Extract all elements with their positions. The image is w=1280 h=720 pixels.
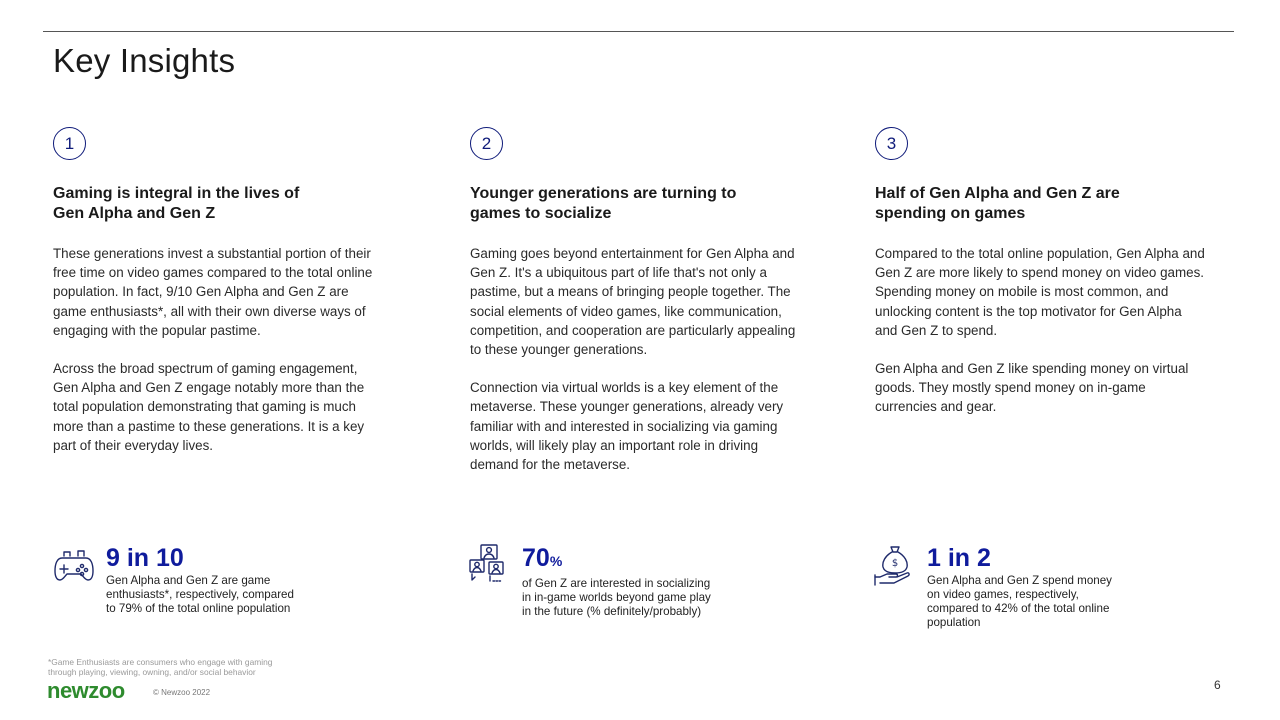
newzoo-logo: newzoo bbox=[47, 678, 125, 703]
stat-description: Gen Alpha and Gen Z spend money on video games, respectively, compared to 42% of the total online population bbox=[927, 574, 1112, 629]
stat-block-2 bbox=[468, 543, 711, 619]
insight-paragraph: Gen Alpha and Gen Z like spending money on virtual goods. They mostly spend money on in-game currencies and gear. bbox=[875, 361, 1189, 415]
game-controller-icon bbox=[52, 544, 96, 588]
insight-paragraph: Compared to the total online population, Gen Alpha and Gen Z are more likely to spend money on video games. Spending money on mobile is most common, and unlocking content is the top motivator for Gen Alpha and Gen Z to spend. bbox=[875, 246, 1205, 338]
top-divider bbox=[43, 31, 1234, 32]
insight-heading: Gaming is integral in the lives of Gen Alpha and Gen Z bbox=[53, 185, 300, 222]
stat-number: 70 bbox=[522, 544, 550, 572]
page-number: 6 bbox=[1214, 678, 1221, 692]
stat-block-3 bbox=[873, 543, 1112, 630]
footnote: *Game Enthusiasts are consumers who engage with gaming through playing, viewing, owning, and/or social behavior bbox=[48, 657, 273, 677]
stat-unit: % bbox=[549, 553, 563, 569]
insight-column-2 bbox=[470, 127, 800, 474]
money-bag-hand-icon bbox=[873, 544, 917, 588]
stat-description: of Gen Z are interested in socializing in in-game worlds beyond game play in the future (% definitely/probably) bbox=[522, 577, 711, 618]
insight-paragraph: Across the broad spectrum of gaming engagement, Gen Alpha and Gen Z engage notably more than the total population demonstrating that gaming is much more than a pastime to these generations. It is a key part of their everyday lives. bbox=[53, 361, 365, 453]
stat-value: 9 in 10 bbox=[106, 544, 184, 572]
insight-paragraph: Gaming goes beyond entertainment for Gen Alpha and Gen Z. It's a ubiquitous part of life that's not only a pastime, but a means of bringing people together. The social elements of video games, like communication, competition, and cooperation are particularly appealing to these younger generations. bbox=[470, 246, 796, 358]
insight-number-badge: 3 bbox=[875, 127, 908, 160]
page-title: Key Insights bbox=[53, 42, 236, 79]
insight-paragraph: These generations invest a substantial portion of their free time on video games compared to the total online population. In fact, 9/10 Gen Alpha and Gen Z are game enthusiasts*, all with their own diverse ways of engaging with the popular pastime. bbox=[53, 246, 373, 338]
insight-column-1 bbox=[53, 127, 383, 455]
social-people-icon bbox=[468, 544, 512, 588]
insight-heading: Younger generations are turning to games to socialize bbox=[470, 185, 737, 222]
insight-number-badge: 1 bbox=[53, 127, 86, 160]
stat-value: 1 in 2 bbox=[927, 544, 991, 572]
insight-paragraph: Connection via virtual worlds is a key element of the metaverse. These younger generations, already very familiar with and interested in socializing via gaming worlds, will likely play an important role in driving demand for the metaverse. bbox=[470, 380, 784, 473]
insight-heading: Half of Gen Alpha and Gen Z are spending on games bbox=[875, 185, 1120, 222]
copyright: © Newzoo 2022 bbox=[153, 688, 211, 697]
stat-description: Gen Alpha and Gen Z are game enthusiasts*, respectively, compared to 79% of the total online population bbox=[106, 574, 294, 615]
insight-column-3 bbox=[875, 127, 1205, 417]
stat-block-1 bbox=[52, 543, 294, 616]
insight-number-badge: 2 bbox=[470, 127, 503, 160]
stat-value bbox=[522, 543, 711, 576]
svg-text:$: $ bbox=[891, 558, 899, 569]
